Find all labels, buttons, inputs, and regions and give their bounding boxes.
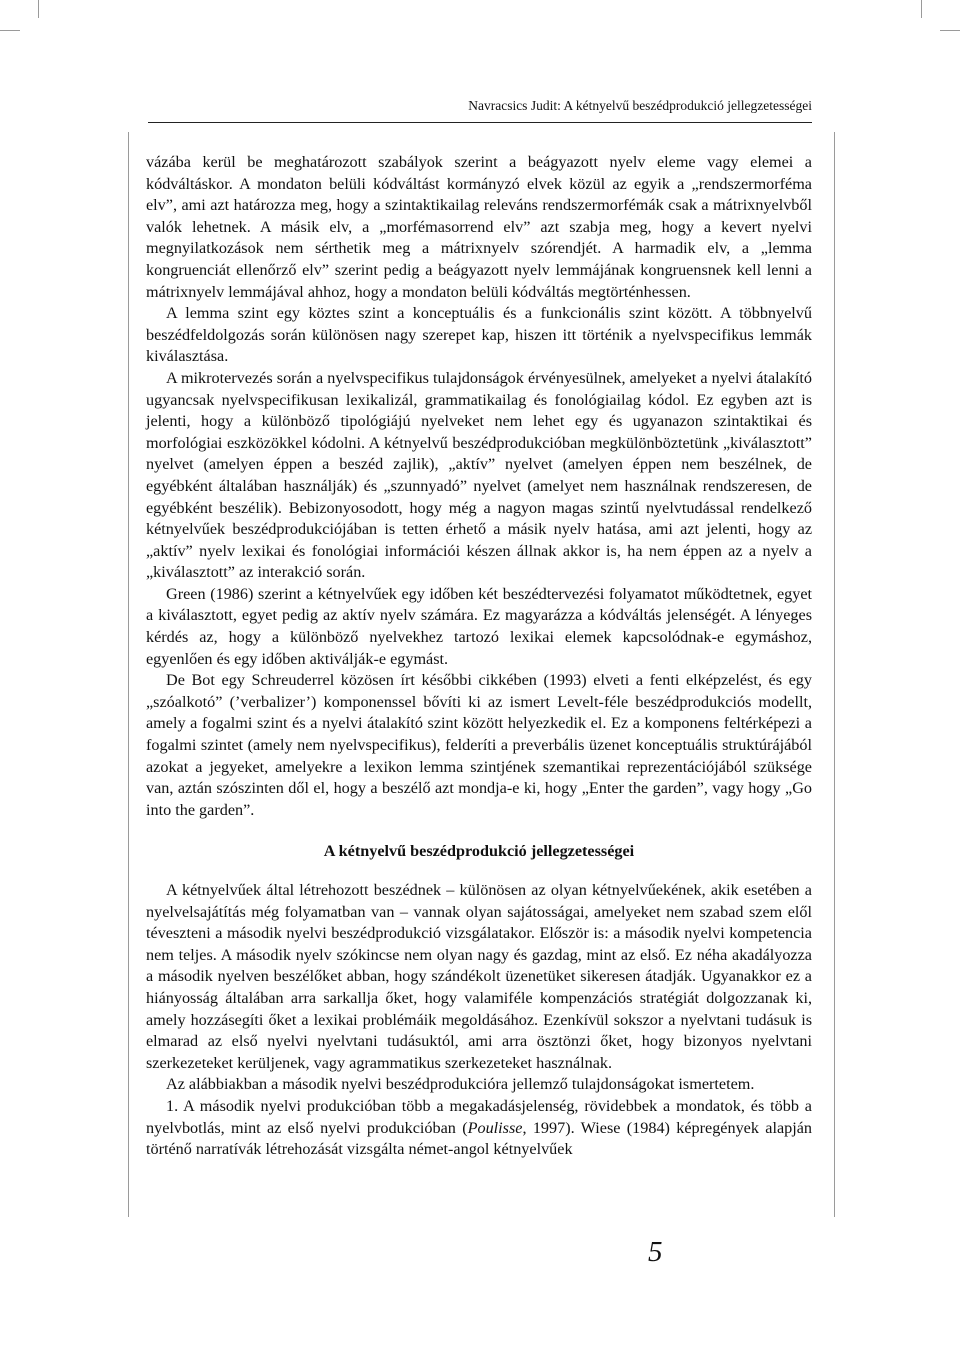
citation-author: Poulisse [467,1118,523,1137]
page-body [146,152,812,1161]
header-rule [148,122,812,123]
paragraph: De Bot egy Schreuderrel közösen írt későbbi cikkében (1993) elveti a fenti elképzelést, és egy „szóalkotó” (’verbalizer’) komponenssel bővíti ki az ismert Levelt-féle beszédprodukciós modellt, amely a fogalmi szint és a nyelvi átalakító szint között helyezkedik el. Ez a komponens feltérképezi a fogalmi szintet (amely nem nyelvspecifikus), felderíti a preverbális üzenet konceptuális struktúrájából azokat a jegyeket, amelyekre a lexikon lemma szintjének szemantikai reprezentációjából szüksége van, aztán szószinten dől el, hogy a beszélő azt mondja-e ki, hogy „Enter the garden”, vagy hogy „Go into the garden”. [146,671,812,819]
paragraph: A mikrotervezés során a nyelvspecifikus tulajdonságok érvényesülnek, amelyeket a nyelvi átalakító ugyancsak nyelvspecifikusan lexikalizál, grammatikailag és fonológiailag kódol. Ez egyben azt is jelenti, hogy a különböző tipológiájú nyelveket nem lehet egy és ugyanazon szintaktikai és morfológiai eszközökkel kódolni. A kétnyelvű beszédprodukcióban megkülönböztetünk „kiválasztott” nyelvet (amelyen éppen a beszéd zajlik), „aktív” nyelvet (amelyen éppen nem beszélnek, de egyébként általában használják) és „szunnyadó” nyelvet (amelyet nem használnak rendszeresen, de egyébként beszélik). Bebizonyosodott, hogy még a nagyon magas szintű nyelvtudással rendelkező kétnyelvűek beszédprodukciójában is tetten érhető a másik nyelv hatása, ami azt jelenti, hogy az „aktív” nyelv lexikai és fonológiai információi készen állnak akkor is, ha nem éppen az a nyelv a „kiválasztott” az interakció során. [146,368,812,582]
margin-line-left [128,132,129,1217]
running-header: Navracsics Judit: A kétnyelvű beszédprodukció jellegzetességei [468,98,812,113]
paragraph: A lemma szint egy köztes szint a konceptuális és a funkcionális szint között. A többnyelvű beszédfeldolgozás során különösen nagy szerepet kap, hiszen itt történik a nyelvspecifikus lemmák kiválasztása. [146,304,812,366]
paragraph: A kétnyelvűek által létrehozott beszédnek – különösen az olyan kétnyelvűekének, akik esetében a nyelvelsajátítás még folyamatban van – vannak olyan sajátosságai, amelyeket nem szabad szem elől téveszteni a második nyelvi beszédprodukció vizsgálatakor. Először is: a második nyelvi kompetencia nem teljes. A második nyelv szókincse nem olyan nagy és gazdag, mint az első. Ez néha akadályozza a második nyelven beszélőket abban, hogy szándékolt üzenetüket sikeresen átadják. Ugyanakkor ez a hiányosság általában arra sarkallja őket, hogy valamiféle kompenzációs stratégiát dolgozzanak ki, amely hozzásegíti őket a lexikai problémáik megoldásához. Ezenkívül sokszor a nyelvtani tudásuk is elmarad az első nyelvi nyelvtani tudásuktól, ami arra ösztönzi őket, hogy bizonyos nyelvtani szerkezeteket kerüljenek, vagy agrammatikus szerkezeteket használnak. [146,881,812,1072]
crop-mark-top-left [0,30,20,31]
crop-mark-top-right [940,30,960,31]
paragraph: Green (1986) szerint a kétnyelvűek egy időben két beszédtervezési folyamatot működtetnek, egyet a kiválasztott, egyet pedig az aktív nyelv számára. Ez magyarázza a kódváltás jelenségét. A lényeges kérdés az, hogy a különböző nyelvekhez tartozó lexikai elemek kapcsolódnak-e egymáshoz, egyenlően és egy időben aktiválják-e egymást. [146,584,812,668]
crop-mark-top-right-vertical [921,0,922,18]
crop-mark-top-left-vertical [38,0,39,18]
paragraph: vázába kerül be meghatározott szabályok szerint a beágyazott nyelv eleme vagy elemei a kódváltáskor. A mondaton belüli kódváltást kormányzó elvek közül az egyik a „rendszermorféma elv”, ami azt határozza meg, hogy a szintaktikailag releváns rendszermorfémák csak a mátrixnyelvből valók lehetnek. A másik elv, a „morfémasorrend elv” azt szabja meg, hogy a kevert nyelvi megnyilatkozások nem sérthetik meg a mátrixnyelv szórendjét. A harmadik elv, a „lemma kongruenciát ellenőrző elv” szerint pedig a beágyazott nyelv lemmájának kongruensnek kell lenni a mátrixnyelv lemmájával ahhoz, hogy a mondaton belüli kódváltás megtörténhessen. [146,153,812,301]
list-item-text: 1. A második nyelvi produkcióban több a megakadásjelenség, rövidebbek a mondatok, és több a nyelvbotlás, mint az első nyelvi produkcióban ( [146,1096,812,1137]
page-number: 5 [648,1236,663,1268]
margin-line-right [834,132,835,1217]
list-item-1 [146,1096,812,1161]
paragraph: Az alábbiakban a második nyelvi beszédprodukcióra jellemző tulajdonságokat ismertetem. [166,1075,755,1094]
section-title: A kétnyelvű beszédprodukció jellegzetességei [323,842,635,861]
list-item-text-continued: , 1997). Wiese (1984) képregények alapján történő narratívák létrehozását vizsgálta német-angol kétnyelvűek [146,1118,812,1159]
